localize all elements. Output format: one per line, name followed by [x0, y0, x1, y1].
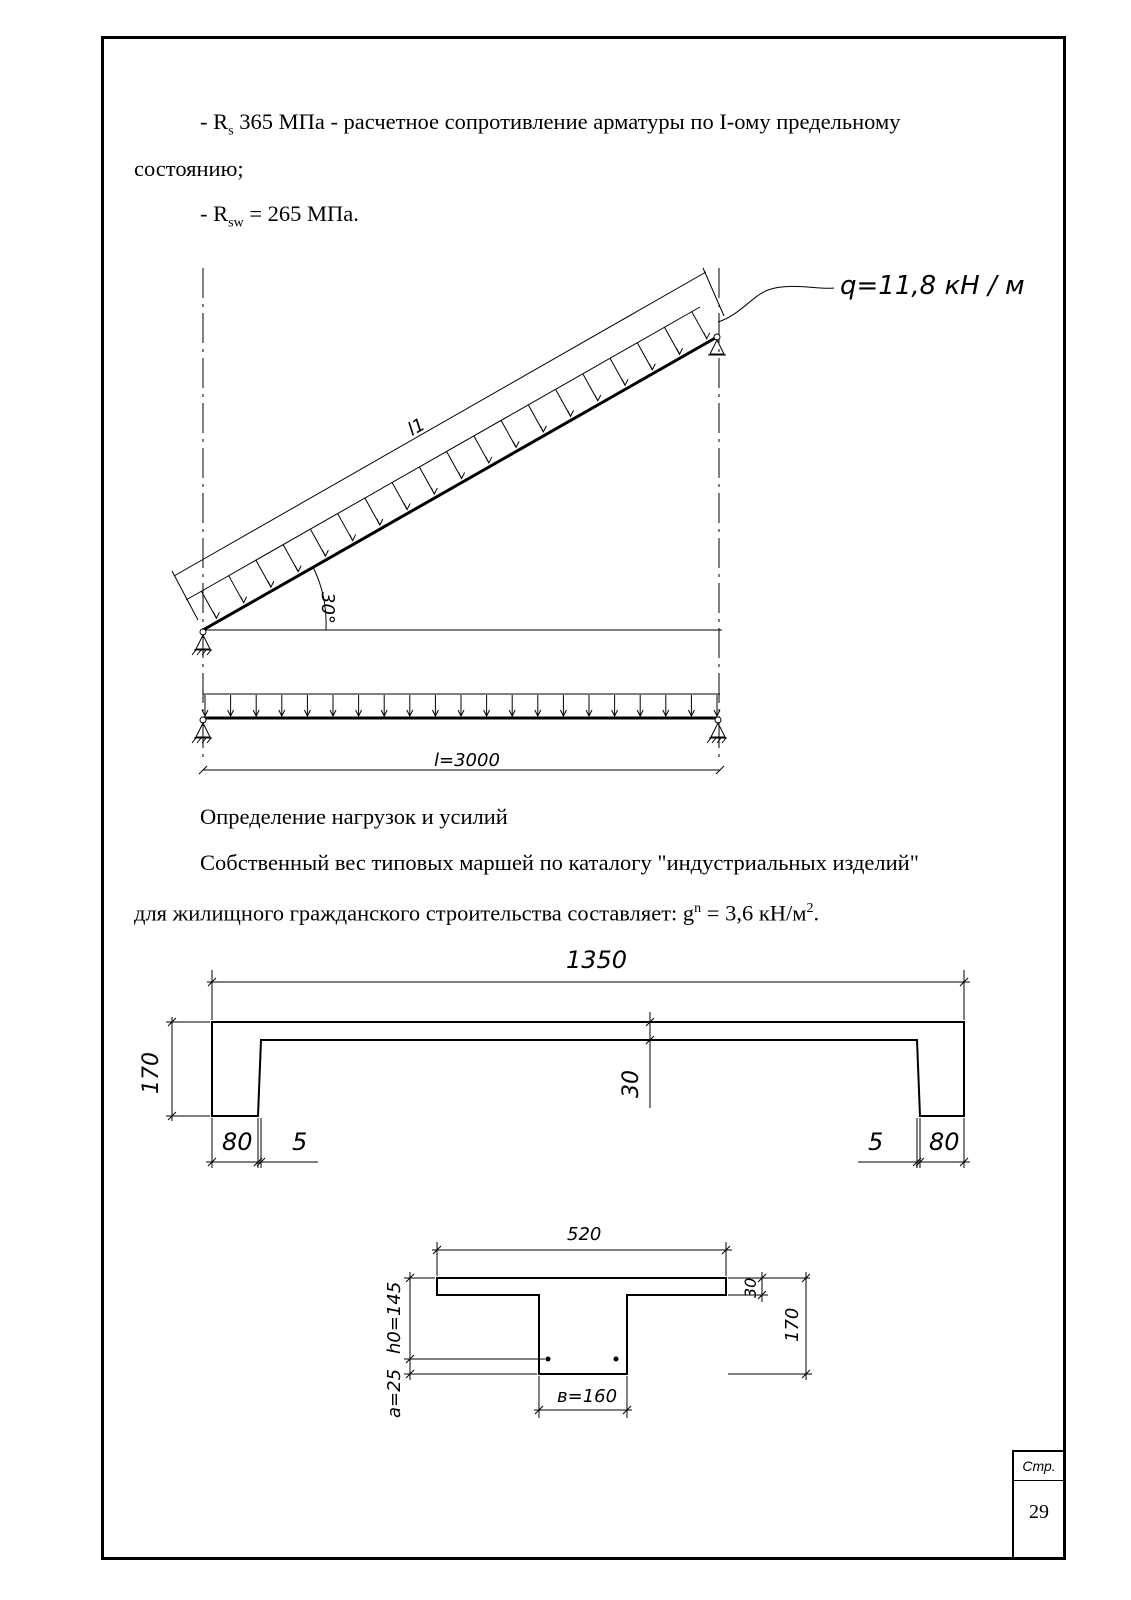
rsw-subscript: sw: [228, 215, 244, 231]
rib-left-80-label: 80: [222, 1128, 253, 1156]
p2-text-a: для жилищного гражданского строительства составляет: g: [134, 900, 695, 926]
t-section-outline: [437, 1278, 726, 1374]
p2-text-c: .: [813, 900, 820, 926]
rebar-right: [614, 1357, 619, 1362]
rs-subscript: s: [228, 123, 234, 139]
width-1350-label: 1350: [566, 946, 628, 974]
gap-right-5-label: 5: [868, 1128, 884, 1156]
a-label: a=25: [384, 1368, 405, 1418]
rs-prefix: - R: [200, 109, 229, 134]
rsw-value: = 265 МПа.: [243, 201, 359, 226]
slab-30-label: 30: [619, 1070, 644, 1098]
height-170-label: 170: [139, 1052, 164, 1094]
span-l-label: l=3000: [434, 750, 500, 771]
rsw-prefix: - R: [200, 201, 229, 226]
inclined-load-arrows: [201, 312, 709, 619]
support-left-horizontal: [192, 717, 212, 743]
flange-thickness-label: 30: [741, 1277, 760, 1298]
rebar-left: [546, 1357, 551, 1362]
flange-width-label: 520: [567, 1224, 602, 1245]
gap-left-5-label: 5: [292, 1128, 308, 1156]
dim-line-l1: [174, 272, 706, 576]
load-leader: [718, 286, 834, 322]
p2-text-b: = 3,6 кН/м: [701, 900, 807, 926]
drawing-inclined-beam: [172, 268, 834, 760]
span-l1-label: l1: [404, 414, 429, 441]
heading-text: Определение нагрузок и усилий: [200, 804, 508, 829]
inclined-beam: [203, 337, 717, 630]
stamp-label: Стр.: [1014, 1452, 1064, 1481]
load-label: q=11,8 кН / м: [840, 271, 1025, 301]
load-line-inclined: [186, 307, 700, 600]
p1-text: Собственный вес типовых маршей по каталогу "индустриальных изделий": [200, 850, 919, 875]
support-left-inclined: [192, 629, 212, 655]
h0-label: h0=145: [384, 1281, 405, 1354]
total-height-label: 170: [782, 1307, 803, 1342]
rs-description: 365 МПа - расчетное сопротивление арматуры по I-ому предельному: [233, 109, 901, 134]
drawing-section-longitudinal: [166, 970, 970, 1168]
page-number: 29: [1029, 1501, 1049, 1523]
section-outline: [212, 1022, 964, 1116]
support-right-horizontal: [707, 717, 727, 743]
horizontal-load-arrows: [202, 695, 720, 716]
web-width-label: в=160: [557, 1386, 618, 1407]
rs-cont-text: состоянию;: [134, 156, 244, 181]
dim-ext-right: [703, 268, 724, 316]
angle-label: 30°: [317, 592, 338, 624]
support-right-inclined: [708, 334, 726, 355]
p2-sup-n: n: [694, 901, 702, 916]
rib-right-80-label: 80: [929, 1128, 960, 1156]
page-stamp: [1012, 1450, 1064, 1558]
p2-sup-2: 2: [806, 901, 814, 916]
